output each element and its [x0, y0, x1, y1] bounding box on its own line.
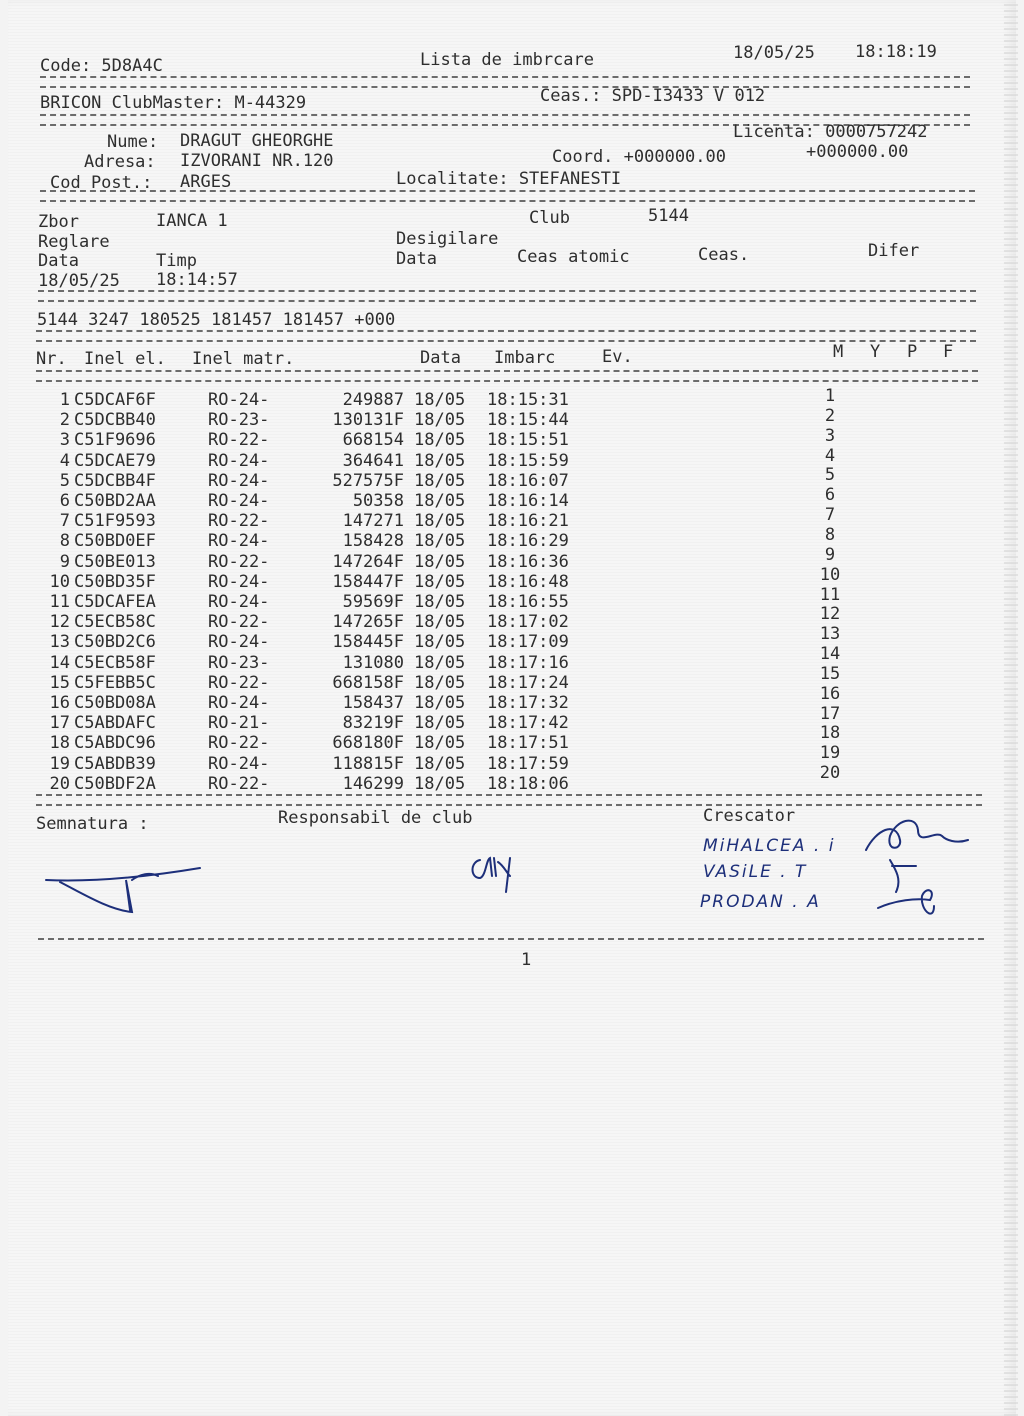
separator: [36, 370, 978, 372]
ring-prefix: RO-24-: [208, 491, 270, 511]
arrival-time: 18:17:24: [487, 672, 569, 693]
arrival-time: 18:16:14: [487, 491, 569, 511]
rank: 9: [824, 544, 836, 565]
signature-responsabil: [466, 848, 526, 896]
separator: [36, 380, 978, 382]
ring-number: 158428: [342, 531, 404, 552]
zbor-label: Zbor: [38, 212, 79, 232]
arrival-date: 18/05: [414, 733, 466, 754]
arrival-time: 18:17:59: [487, 753, 569, 774]
timp-label: Timp: [156, 251, 197, 271]
ring-prefix: RO-22-: [208, 773, 270, 794]
rank: 10: [819, 564, 841, 585]
ring-prefix: RO-21-: [208, 713, 270, 734]
ring-prefix: RO-22-: [208, 612, 270, 633]
arrival-date: 18/05: [414, 773, 466, 794]
separator: [36, 794, 982, 796]
arrival-date: 18/05: [414, 753, 466, 774]
ring-number: 158437: [342, 693, 404, 713]
row-number: 20: [49, 773, 70, 794]
arrival-time: 18:15:51: [487, 430, 569, 451]
arrival-date: 18/05: [414, 632, 466, 653]
ring-number: 668158F: [332, 672, 404, 693]
rank: 4: [824, 445, 836, 466]
rank: 17: [819, 703, 841, 724]
data-label: Data: [38, 251, 79, 271]
col-data: Data: [420, 348, 461, 368]
ring-number: 146299: [342, 773, 404, 794]
ring-number: 158445F: [332, 632, 404, 653]
electronic-ring: C5DCAF6F: [74, 390, 156, 410]
rank: 20: [819, 763, 841, 784]
separator: [40, 86, 970, 88]
ring-prefix: RO-24-: [208, 592, 270, 612]
electronic-ring: C50BD35F: [74, 571, 156, 592]
separator: [40, 190, 975, 192]
desigilare-label: Desigilare: [396, 229, 499, 249]
row-number: 5: [59, 470, 70, 491]
ring-number: 83219F: [342, 713, 404, 734]
electronic-ring: C50BDF2A: [74, 773, 156, 794]
arrival-time: 18:17:32: [487, 693, 569, 713]
ring-number: 130131F: [332, 410, 404, 431]
electronic-ring: C50BD08A: [74, 693, 156, 713]
ring-number: 158447F: [332, 571, 404, 592]
rank: 12: [819, 604, 841, 625]
col-inel-el: Inel el.: [84, 349, 166, 369]
difer-label: Difer: [868, 241, 920, 261]
ring-prefix: RO-24-: [208, 470, 270, 491]
arrival-time: 18:15:44: [487, 410, 569, 431]
separator: [40, 76, 970, 78]
postal-value: ARGES: [180, 172, 232, 192]
ring-prefix: RO-24-: [208, 571, 270, 592]
club-value: 5144: [648, 206, 689, 226]
club-responsible-label: Responsabil de club: [278, 808, 473, 828]
data2-label: Data: [396, 249, 437, 269]
electronic-ring: C51F9593: [74, 511, 156, 532]
owner-address: IZVORANI NR.120: [180, 151, 334, 171]
rank: 19: [819, 743, 841, 764]
row-number: 7: [59, 511, 70, 532]
coordinates: Coord. +000000.00: [552, 147, 726, 167]
arrival-time: 18:16:48: [487, 571, 569, 592]
row-number: 2: [59, 410, 70, 431]
arrival-date: 18/05: [414, 551, 466, 572]
electronic-ring: C51F9696: [74, 430, 156, 451]
system-id: BRICON ClubMaster: M-44329: [40, 93, 307, 113]
rank: 14: [819, 644, 841, 665]
separator: [40, 114, 970, 116]
handwritten-name: PRODAN . A: [700, 892, 821, 912]
ring-number: 59569F: [342, 592, 404, 612]
separator: [36, 330, 976, 332]
name-label: Nume:: [107, 132, 159, 152]
rank: 5: [824, 465, 836, 486]
arrival-date: 18/05: [414, 672, 466, 693]
rank: 8: [824, 524, 836, 545]
arrival-time: 18:16:29: [487, 531, 569, 552]
electronic-ring: C5ECB58F: [74, 652, 156, 673]
print-date: 18/05/25: [733, 43, 815, 63]
electronic-ring: C5DCAFEA: [74, 592, 156, 612]
ring-prefix: RO-22-: [208, 511, 270, 532]
signature-crescator: [856, 800, 976, 930]
ring-number: 668154: [342, 430, 404, 451]
ring-number: 50358: [352, 491, 404, 511]
row-number: 10: [49, 571, 70, 592]
ceas-atomic-label: Ceas atomic: [517, 247, 630, 267]
separator: [40, 200, 975, 202]
arrival-time: 18:16:21: [487, 511, 569, 532]
arrival-time: 18:17:51: [487, 733, 569, 754]
ring-number: 147265F: [332, 612, 404, 633]
row-number: 8: [59, 531, 70, 552]
document-title: Lista de imbrcare: [420, 50, 594, 70]
row-number: 3: [59, 430, 70, 451]
rank: 3: [824, 425, 836, 446]
row-number: 11: [49, 592, 70, 612]
postal-label: Cod Post.:: [50, 173, 153, 193]
col-p: P: [907, 342, 918, 362]
ring-number: 147264F: [332, 551, 404, 572]
electronic-ring: C5DCAE79: [74, 450, 156, 471]
row-number: 6: [59, 491, 70, 511]
row-number: 4: [59, 450, 70, 471]
electronic-ring: C5ECB58C: [74, 612, 156, 633]
col-ev: Ev.: [602, 347, 633, 367]
arrival-date: 18/05: [414, 652, 466, 673]
ring-prefix: RO-22-: [208, 430, 270, 451]
arrival-time: 18:17:09: [487, 632, 569, 653]
handwritten-name: VASiLE . T: [703, 862, 808, 882]
electronic-ring: C50BE013: [74, 551, 156, 572]
arrival-date: 18/05: [414, 693, 466, 713]
ring-number: 364641: [342, 450, 404, 471]
arrival-date: 18/05: [414, 491, 466, 511]
arrival-time: 18:15:59: [487, 450, 569, 471]
arrival-time: 18:16:07: [487, 470, 569, 491]
rank: 6: [824, 485, 836, 506]
license: Licenta: 0000757242: [733, 122, 928, 142]
row-number: 16: [49, 693, 70, 713]
locality: Localitate: STEFANESTI: [396, 169, 622, 189]
col-f: F: [943, 342, 954, 362]
handwritten-name: MiHALCEA . i: [703, 836, 836, 856]
electronic-ring: C50BD2AA: [74, 491, 156, 511]
page-number: 1: [521, 950, 532, 970]
row-number: 14: [49, 652, 70, 673]
ring-prefix: RO-23-: [208, 410, 270, 431]
reglare-label: Reglare: [38, 232, 110, 252]
ring-number: 131080: [342, 652, 404, 673]
ring-number: 249887: [342, 390, 404, 410]
code-line: 5144 3247 180525 181457 181457 +000: [37, 310, 396, 330]
ring-prefix: RO-24-: [208, 390, 270, 410]
ring-number: 527575F: [332, 470, 404, 491]
electronic-ring: C50BD0EF: [74, 531, 156, 552]
arrival-time: 18:16:36: [487, 551, 569, 572]
signature-semnatura: [40, 850, 220, 930]
row-number: 9: [59, 551, 70, 572]
ring-prefix: RO-24-: [208, 450, 270, 471]
separator: [38, 300, 976, 302]
breeder-label: Crescator: [703, 806, 796, 826]
ring-prefix: RO-24-: [208, 632, 270, 653]
signature-label: Semnatura :: [36, 814, 149, 834]
row-number: 18: [49, 733, 70, 754]
arrival-time: 18:15:31: [487, 390, 569, 410]
ring-number: 668180F: [332, 733, 404, 754]
arrival-date: 18/05: [414, 612, 466, 633]
row-number: 13: [49, 632, 70, 653]
arrival-date: 18/05: [414, 430, 466, 451]
row-number: 1: [59, 390, 70, 410]
arrival-date: 18/05: [414, 531, 466, 552]
col-y: Y: [870, 342, 881, 362]
print-time: 18:18:19: [855, 42, 937, 62]
row-number: 19: [49, 753, 70, 774]
rank: 16: [819, 683, 841, 704]
code-label: Code: 5D8A4C: [40, 56, 163, 76]
separator: [38, 290, 976, 292]
arrival-date: 18/05: [414, 571, 466, 592]
row-number: 15: [49, 672, 70, 693]
row-number: 12: [49, 612, 70, 633]
ring-prefix: RO-24-: [208, 531, 270, 552]
electronic-ring: C5DCBB40: [74, 410, 156, 431]
owner-name: DRAGUT GHEORGHE: [180, 131, 334, 151]
separator: [36, 804, 982, 806]
electronic-ring: C5ABDB39: [74, 753, 156, 774]
arrival-time: 18:17:42: [487, 713, 569, 734]
ring-prefix: RO-23-: [208, 652, 270, 673]
rank: 11: [819, 584, 841, 605]
arrival-time: 18:16:55: [487, 592, 569, 612]
coordinates-2: +000000.00: [806, 142, 909, 162]
reglare-date: 18/05/25: [38, 271, 120, 291]
col-nr: Nr.: [36, 349, 67, 369]
arrival-date: 18/05: [414, 470, 466, 491]
arrival-date: 18/05: [414, 713, 466, 734]
col-imbarc: Imbarc: [494, 348, 556, 368]
rank: 15: [819, 663, 841, 684]
ring-prefix: RO-22-: [208, 551, 270, 572]
clock-id: Ceas.: SPD-I3433 V 012: [540, 86, 766, 106]
rank: 18: [819, 723, 841, 744]
arrival-time: 18:17:16: [487, 652, 569, 673]
separator: [38, 938, 984, 940]
col-m: M: [833, 342, 844, 362]
electronic-ring: C5ABDAFC: [74, 713, 156, 734]
electronic-ring: C5DCBB4F: [74, 470, 156, 491]
electronic-ring: C50BD2C6: [74, 632, 156, 653]
rank: 1: [824, 386, 836, 406]
ring-prefix: RO-22-: [208, 733, 270, 754]
zbor-value: IANCA 1: [156, 211, 228, 231]
ring-prefix: RO-22-: [208, 672, 270, 693]
ring-prefix: RO-24-: [208, 753, 270, 774]
ceas-label: Ceas.: [698, 245, 750, 265]
arrival-date: 18/05: [414, 511, 466, 532]
arrival-date: 18/05: [414, 410, 466, 431]
electronic-ring: C5ABDC96: [74, 733, 156, 754]
ring-number: 147271: [342, 511, 404, 532]
arrival-date: 18/05: [414, 390, 466, 410]
club-label: Club: [529, 208, 570, 228]
arrival-time: 18:18:06: [487, 773, 569, 794]
rank: 13: [819, 624, 841, 645]
reglare-time: 18:14:57: [156, 270, 238, 290]
rank: 2: [824, 405, 836, 426]
ring-number: 118815F: [332, 753, 404, 774]
electronic-ring: C5FEBB5C: [74, 672, 156, 693]
ring-prefix: RO-24-: [208, 693, 270, 713]
arrival-time: 18:17:02: [487, 612, 569, 633]
col-inel-matr: Inel matr.: [192, 349, 295, 369]
arrival-date: 18/05: [414, 592, 466, 612]
arrival-date: 18/05: [414, 450, 466, 471]
rank: 7: [824, 505, 836, 526]
row-number: 17: [49, 713, 70, 734]
address-label: Adresa:: [84, 152, 156, 172]
